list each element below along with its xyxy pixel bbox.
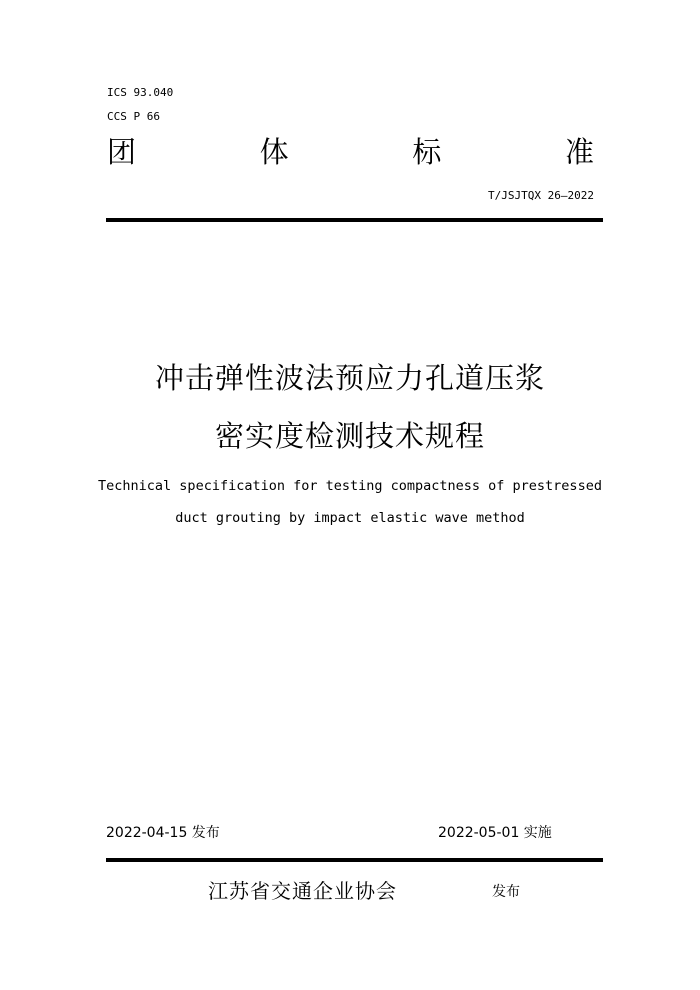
chinese-title-line-1: 冲击弹性波法预应力孔道压浆 — [154, 361, 545, 395]
top-divider — [106, 218, 603, 222]
standard-type-char-4: 准 — [564, 135, 594, 169]
chinese-title-line-2: 密实度检测技术规程 — [214, 419, 485, 453]
implementation-date: 2022-05-01 实施 — [438, 825, 552, 841]
issue-date: 2022-04-15 发布 — [106, 825, 220, 841]
publisher-action: 发布 — [492, 884, 520, 900]
standard-type-char-3: 标 — [412, 135, 442, 169]
standard-number: T/JSJTQX 26—2022 — [488, 189, 594, 202]
standard-type-char-1: 团 — [107, 135, 137, 169]
publisher-organization: 江苏省交通企业协会 — [208, 879, 397, 903]
english-title-line-2: duct grouting by impact elastic wave method — [175, 510, 525, 526]
bottom-divider — [106, 858, 603, 862]
standard-type-char-2: 体 — [259, 135, 289, 169]
ics-code: ICS 93.040 — [107, 86, 174, 99]
english-title-line-1: Technical specification for testing compactness of prestressed — [98, 478, 602, 494]
standard-type-heading — [107, 134, 594, 170]
ccs-code: CCS P 66 — [107, 110, 160, 123]
